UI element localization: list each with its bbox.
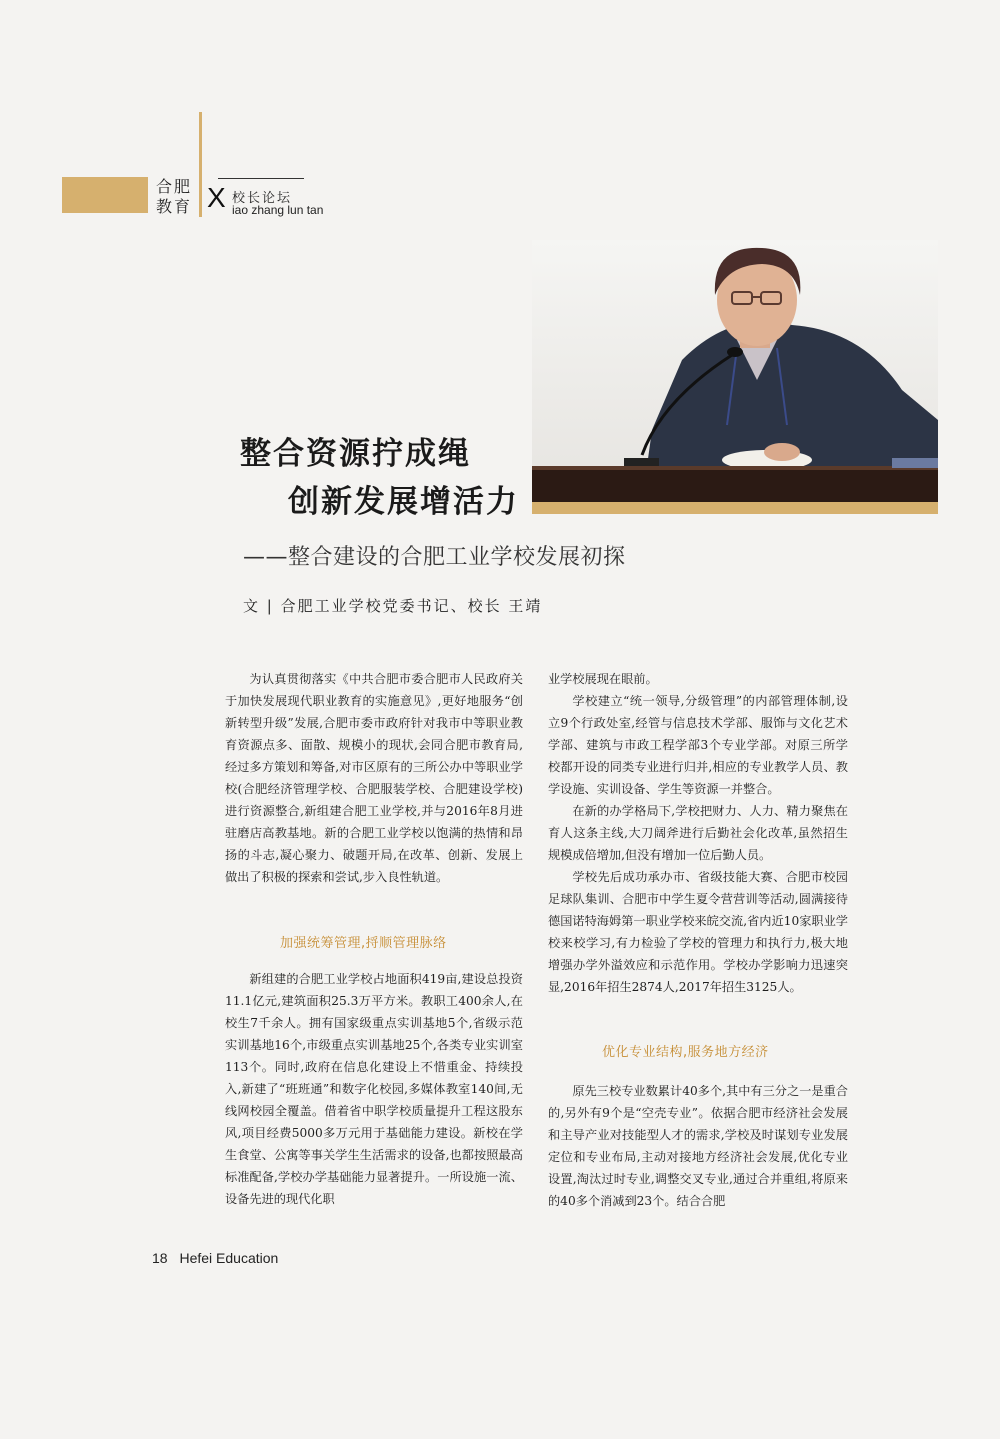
article-title-line1: 整合资源拧成绳	[240, 436, 471, 472]
column-letter: X	[207, 182, 226, 213]
paragraph: 在新的办学格局下,学校把财力、人力、精力聚焦在育人这条主线,大刀阔斧进行后勤社会化改革,虽然招生规模成倍增加,但没有增加一位后勤人员。	[548, 804, 848, 862]
paragraph: 原先三校专业数累计40多个,其中有三分之一是重合的,另外有9个是“空壳专业”。依据合肥市经济社会发展和主导产业对技能型人才的需求,学校及时谋划专业发展定位和专业布局,主动对接地方经济社会发展,优化专业设置,淘汰过时专业,调整交叉专业,通过合并重组,将原来的40多个消减到23个。结合合肥	[548, 1084, 848, 1208]
right-column-section	[548, 1080, 848, 1212]
article-subtitle: ——整合建设的合肥工业学校发展初探	[243, 545, 626, 570]
magazine-logo-line1: 合肥	[156, 177, 193, 196]
page-footer	[152, 1250, 286, 1266]
column-name: 校长论坛	[232, 191, 293, 206]
magazine-logo	[156, 177, 192, 217]
author-photo	[532, 240, 938, 502]
header-vertical-rule	[199, 112, 202, 217]
header-color-block	[62, 177, 148, 213]
page-number: 18	[152, 1250, 168, 1266]
left-column-intro	[225, 668, 523, 888]
section-heading-1: 加强统筹管理,捋顺管理脉络	[280, 936, 447, 951]
paragraph: 学校建立“统一领导,分级管理”的内部管理体制,设立9个行政处室,经管与信息技术学部、服饰与文化艺术学部、建筑与市政工程学部3个专业学部。对原三所学校都开设的同类专业进行归并,相应的专业教学人员、教学设施、实训设备、学生等资源一并整合。	[548, 694, 848, 796]
section-heading-2: 优化专业结构,服务地方经济	[602, 1045, 769, 1060]
article-title-line2: 创新发展增活力	[288, 484, 519, 520]
column-pinyin: iao zhang lun tan	[232, 203, 324, 217]
paragraph: 学校先后成功承办市、省级技能大赛、合肥市校园足球队集训、合肥市中学生夏令营营训等活动,圆满接待德国诺特海姆第一职业学校来皖交流,省内近10家职业学校来校学习,有力检验了学校的管理力和执行力,极大地增强办学外溢效应和示范作用。学校办学影响力迅速突显,2016年招生2874人,2017年招生3125人。	[548, 870, 848, 994]
left-column-section	[225, 968, 523, 1210]
header-horizontal-rule	[218, 178, 304, 179]
photo-accent-bar	[532, 502, 938, 514]
paragraph: 为认真贯彻落实《中共合肥市委合肥市人民政府关于加快发展现代职业教育的实施意见》,更好地服务“创新转型升级”发展,合肥市委市政府针对我市中等职业教育资源点多、面散、规模小的现状,会同合肥市教育局,经过多方策划和筹备,对市区原有的三所公办中等职业学校(合肥经济管理学校、合肥服装学校、合肥建设学校)进行资源整合,新组建合肥工业学校,并与2016年8月进驻磨店高教基地。新的合肥工业学校以饱满的热情和昂扬的斗志,凝心聚力、破题开局,在改革、创新、发展上做出了积极的探索和尝试,步入良性轨道。	[225, 672, 523, 884]
paragraph: 业学校展现在眼前。	[548, 672, 658, 686]
right-column-top	[548, 668, 848, 998]
paragraph: 新组建的合肥工业学校占地面积419亩,建设总投资11.1亿元,建筑面积25.3万平方米。教职工400余人,在校生7千余人。拥有国家级重点实训基地5个,省级示范实训基地16个,市级重点实训基地25个,各类专业实训室113个。同时,政府在信息化建设上不惜重金、持续投入,新建了“班班通”和数字化校园,多媒体教室140间,无线网校园全覆盖。借着省中职学校质量提升工程这股东风,项目经费5000多万元用于基础能力建设。新校在学生食堂、公寓等事关学生生活需求的设备,也都按照最高标准配备,学校办学基础能力显著提升。一所设施一流、设备先进的现代化职	[225, 972, 523, 1206]
magazine-logo-line2: 教育	[156, 197, 193, 216]
article-byline: 文 | 合肥工业学校党委书记、校长 王靖	[243, 597, 543, 615]
magazine-name-english: Hefei Education	[179, 1250, 279, 1266]
